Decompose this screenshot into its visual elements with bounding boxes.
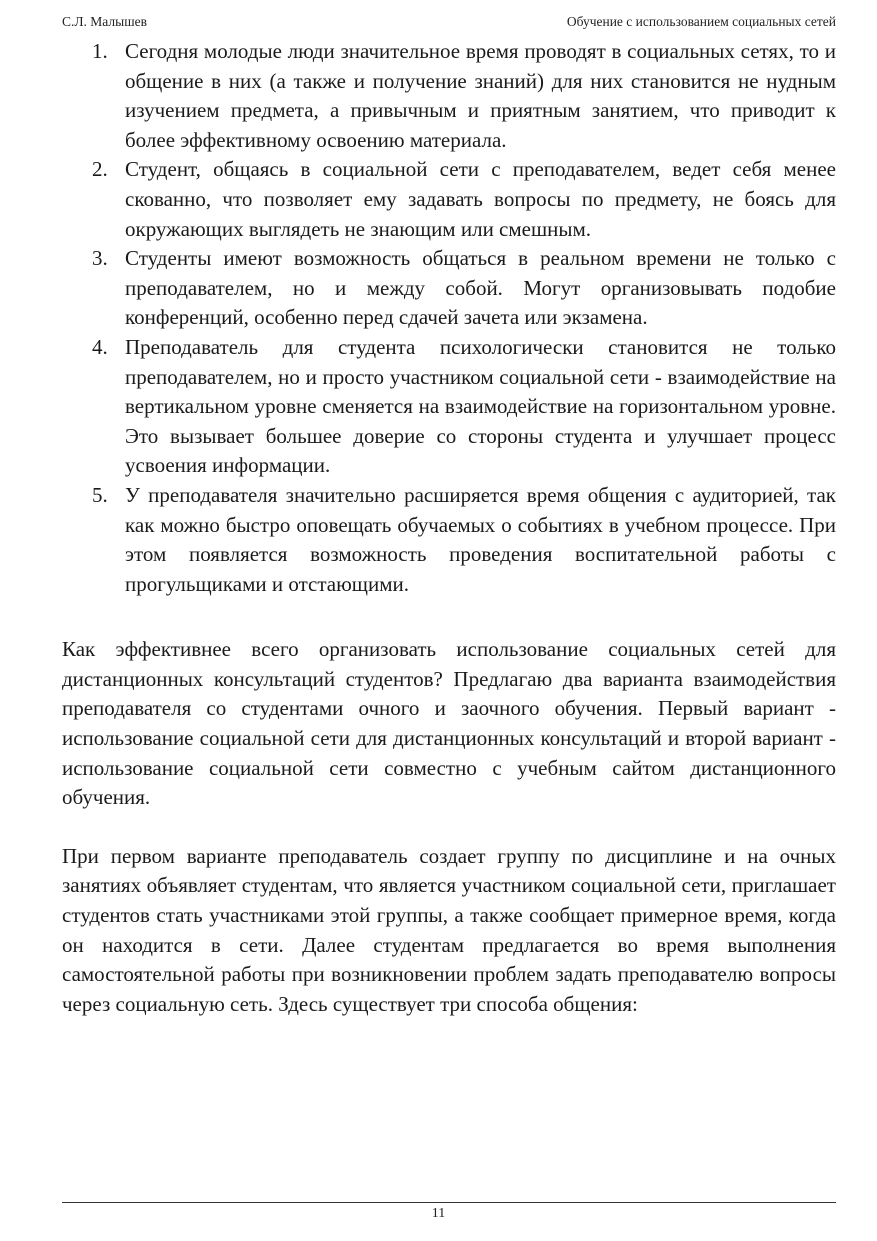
list-item-text: Сегодня молодые люди значительное время проводят в социальных сетях, то и общение в них (а также и получение знаний) для них становится не нудным изучением предмета, а привычным и приятным занятием, что приводит к более эффективному освоению материала.	[125, 39, 836, 152]
list-item-text: Студент, общаясь в социальной сети с преподавателем, ведет себя менее скованно, что позволяет ему задавать вопросы по предмету, не боясь для окружающих выглядеть не знающим или смешным.	[125, 157, 836, 241]
list-item-number: 1.	[92, 39, 108, 63]
list-item	[62, 155, 836, 244]
list-item	[62, 244, 836, 333]
list-item	[62, 37, 836, 155]
header-title: Обучение с использованием социальных сетей	[566, 14, 836, 29]
paragraph-question: Как эффективнее всего организовать использование социальных сетей для дистанционных консультаций студентов? Предлагаю два варианта взаимодействия преподавателя со студентами очного и заочного обучения. Первый вариант - использование социальной сети для дистанционных консультаций и второй вариант - использование социальной сети совместно с учебным сайтом дистанционного обучения.	[62, 637, 836, 810]
list-item-number: 5.	[92, 482, 108, 507]
list-item	[62, 333, 836, 481]
list-item-text: Студенты имеют возможность общаться в реальном времени не только с преподавателем, но и между собой. Могут организовывать подобие конференций, особенно перед сдачей зачета или экзамена.	[125, 246, 836, 330]
paragraph-first-variant: При первом варианте преподаватель создает группу по дисциплине и на очных занятиях объявляет студентам, что является участником социальной сети, приглашает студентов стать участниками этой группы, а также сообщает примерное время, когда он находится в сети. Далее студентам предлагается во время выполнения самостоятельной работы при возникновении проблем задать преподавателю вопросы через социальную сеть. Здесь существует три способа общения:	[62, 843, 836, 1016]
list-item-number: 2.	[92, 157, 108, 182]
list-item-text: Преподаватель для студента психологически становится не только преподавателем, но и просто участником социальной сети - взаимодействие на вертикальном уровне сменяется на взаимодействие на горизонтальном уровне. Это вызывает большее доверие со стороны студента и улучшает процесс усвоения информации.	[125, 334, 836, 478]
list-item-number: 4.	[92, 334, 108, 359]
page-number: 11	[431, 1206, 446, 1221]
header-author: С.Л. Малышев	[62, 14, 147, 29]
running-header	[62, 14, 836, 36]
list-item	[62, 481, 836, 599]
footer-divider	[62, 1202, 836, 1203]
page-content	[62, 37, 836, 1019]
list-item-text: У преподавателя значительно расширяется время общения с аудиторией, так как можно быстро оповещать обучаемых о событиях в учебном процессе. При этом появляется возможность проведения воспитательной работы с прогульщиками и отстающими.	[125, 482, 836, 596]
list-item-number: 3.	[92, 246, 108, 271]
advantages-list	[62, 37, 836, 599]
